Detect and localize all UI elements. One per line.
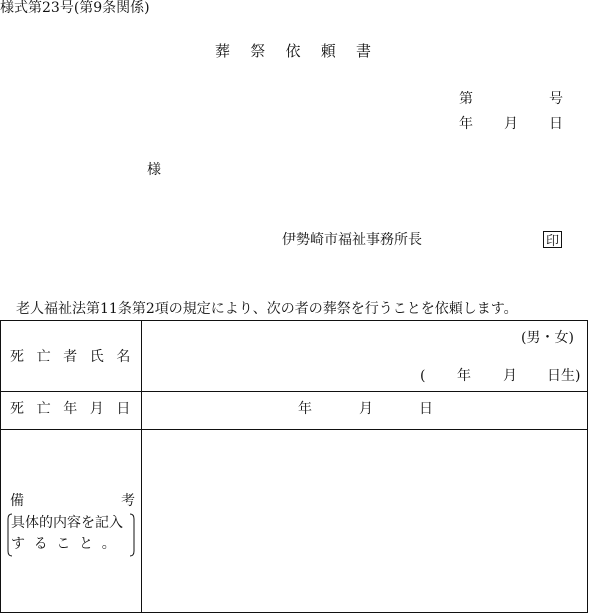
doc-date-year: 年 — [459, 116, 473, 132]
gender-note: (男・女) — [521, 330, 574, 346]
document-title: 葬祭依頼書 — [215, 42, 392, 60]
remarks-note-line1: 具体的内容を記入 — [11, 515, 123, 531]
deceased-name-label: 死亡者氏名 — [10, 349, 143, 365]
intro-text: 老人福祉法第11条第2項の規定により、次の者の葬祭を行うことを依頼します。 — [16, 301, 518, 317]
death-day-label: 日 — [419, 401, 433, 417]
remarks-label-end: 考 — [121, 493, 135, 509]
birth-day-label: 日生) — [547, 368, 581, 384]
doc-number-prefix: 第 — [459, 91, 473, 107]
death-month-label: 月 — [359, 401, 373, 417]
birth-open-paren: ( — [420, 368, 426, 384]
remarks-note-line2: すること。 — [11, 536, 125, 552]
doc-date-month: 月 — [504, 116, 518, 132]
death-date-label: 死亡年月日 — [10, 401, 143, 417]
recipient-honorific: 様 — [147, 162, 161, 178]
doc-number-suffix: 号 — [549, 91, 563, 107]
birth-month-label: 月 — [503, 368, 517, 384]
death-year-label: 年 — [298, 401, 312, 417]
doc-date-day: 日 — [549, 116, 563, 132]
birth-year-label: 年 — [457, 368, 471, 384]
seal-stamp: 印 — [543, 231, 562, 248]
form-number: 様式第23号(第9条関係) — [0, 0, 150, 16]
form-table — [0, 320, 588, 613]
remarks-instruction — [7, 513, 135, 557]
remarks-label-start: 備 — [10, 493, 24, 509]
table-row-divider — [1, 429, 587, 430]
table-row-divider — [1, 391, 587, 392]
sender-name: 伊勢崎市福祉事務所長 — [282, 232, 422, 248]
